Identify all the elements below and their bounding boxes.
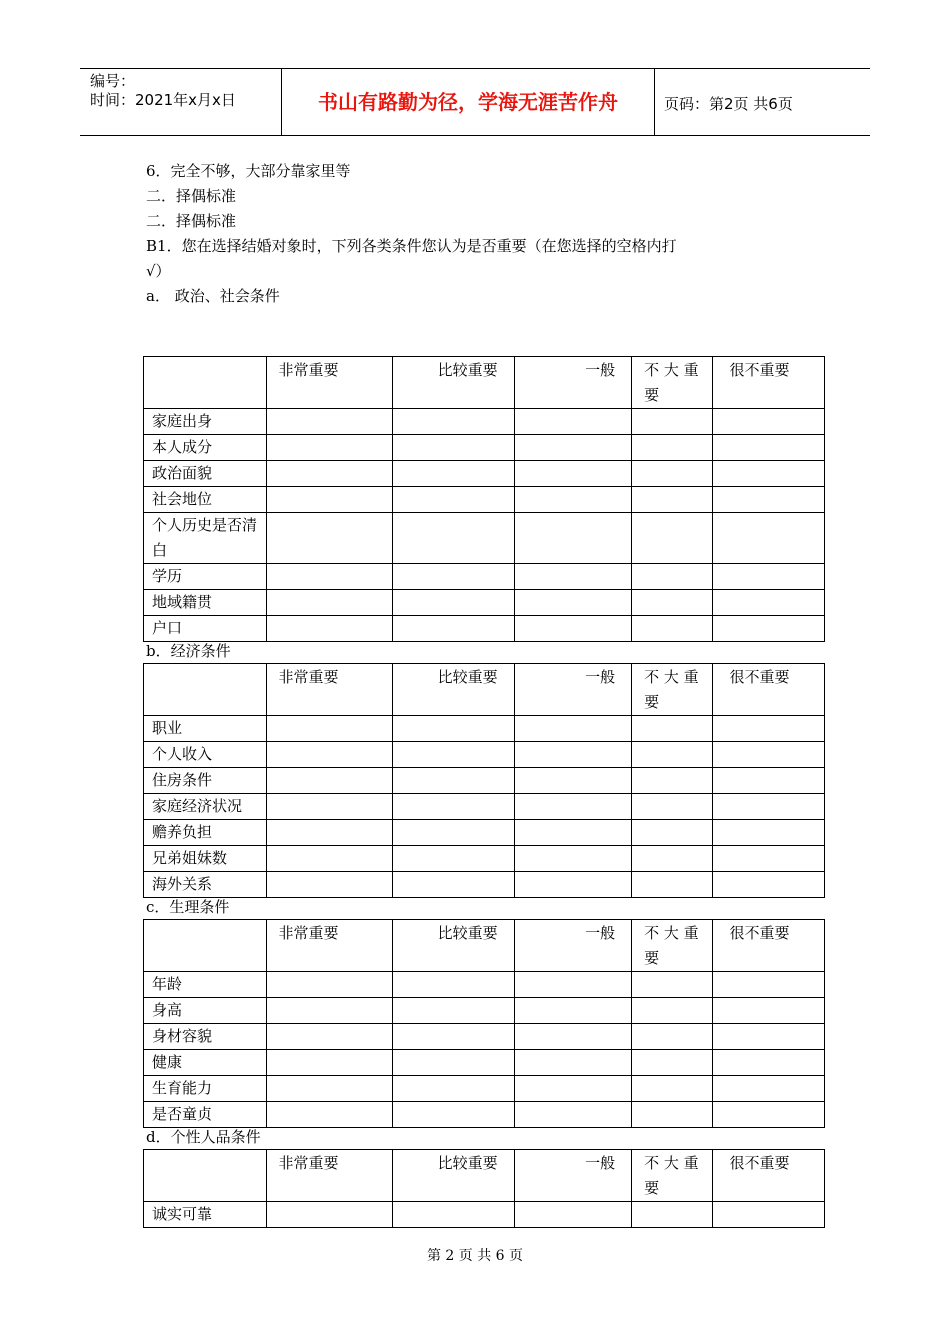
rating-cell[interactable] [632,1202,713,1228]
rating-cell[interactable] [632,513,713,564]
subsection-a-title: a． 政治、社会条件 [146,287,280,305]
rating-cell[interactable] [393,564,515,590]
rating-cell[interactable] [266,1202,393,1228]
rating-cell[interactable] [632,487,713,513]
row-label: 职业 [144,716,267,742]
rating-cell[interactable] [713,616,825,642]
rating-cell[interactable] [632,972,713,998]
rating-cell[interactable] [266,1102,393,1128]
rating-cell[interactable] [713,435,825,461]
document-date-label: 时间：2021年x月x日 [90,91,236,109]
rating-cell[interactable] [632,742,713,768]
column-header: 不 大 重 要 [632,1150,713,1202]
subsection-d-title: d．个性人品条件 [146,1128,261,1146]
rating-cell[interactable] [266,1050,393,1076]
rating-cell[interactable] [713,998,825,1024]
rating-cell[interactable] [514,590,632,616]
table-row [144,616,825,642]
table-row [144,1202,825,1228]
table-row [144,794,825,820]
rating-cell[interactable] [713,846,825,872]
document-number-label: 编号： [90,72,136,90]
rating-cell[interactable] [266,846,393,872]
rating-cell[interactable] [514,972,632,998]
rating-cell[interactable] [514,872,632,898]
rating-cell[interactable] [632,435,713,461]
question-b1-text-cont: √） [146,262,171,280]
row-label: 地域籍贯 [144,590,267,616]
rating-cell[interactable] [632,794,713,820]
rating-cell[interactable] [632,768,713,794]
rating-cell[interactable] [632,1102,713,1128]
rating-cell[interactable] [713,1102,825,1128]
section-heading-repeat: 二．择偶标准 [146,212,237,230]
table-row [144,564,825,590]
column-header: 不 大 重 要 [632,920,713,972]
table-row [144,487,825,513]
row-label: 户口 [144,616,267,642]
rating-cell[interactable] [632,590,713,616]
rating-cell[interactable] [632,998,713,1024]
header-page-label: 页码：第2页 共6页 [664,95,793,113]
table-header-row [144,920,825,972]
rating-cell[interactable] [393,998,515,1024]
rating-cell[interactable] [393,616,515,642]
rating-cell[interactable] [713,513,825,564]
table-political-social [143,356,825,642]
table-row [144,872,825,898]
rating-cell[interactable] [266,972,393,998]
rating-cell[interactable] [514,564,632,590]
rating-cell[interactable] [266,768,393,794]
rating-cell[interactable] [632,616,713,642]
table-row [144,513,825,564]
page-footer: 第 2 页 共 6 页 [426,1248,524,1264]
rating-cell[interactable] [266,564,393,590]
column-header: 非常重要 [266,1150,393,1202]
rating-cell[interactable] [266,487,393,513]
header-corner-cell [144,357,267,409]
table-row [144,998,825,1024]
table-row [144,409,825,435]
column-header: 一般 [514,1150,632,1202]
header-corner-cell [144,920,267,972]
row-label: 诚实可靠 [144,1202,267,1228]
rating-cell[interactable] [514,461,632,487]
row-label: 年龄 [144,972,267,998]
row-label: 赡养负担 [144,820,267,846]
rating-cell[interactable] [632,1076,713,1102]
rating-cell[interactable] [266,794,393,820]
row-label: 海外关系 [144,872,267,898]
rating-cell[interactable] [393,1202,515,1228]
rating-cell[interactable] [632,716,713,742]
rating-cell[interactable] [514,716,632,742]
column-header: 非常重要 [266,920,393,972]
table-row [144,972,825,998]
header-corner-cell [144,1150,267,1202]
table-header-row [144,1150,825,1202]
rating-cell[interactable] [266,616,393,642]
table-header-row [144,357,825,409]
table-physiological [143,919,825,1128]
table-row [144,590,825,616]
column-header: 一般 [514,357,632,409]
rating-cell[interactable] [266,820,393,846]
row-label: 是否童贞 [144,1102,267,1128]
header-bottom-rule [80,135,870,136]
rating-cell[interactable] [514,998,632,1024]
table-row [144,820,825,846]
row-label: 社会地位 [144,487,267,513]
header-corner-cell [144,664,267,716]
column-header: 一般 [514,664,632,716]
row-label: 个人收入 [144,742,267,768]
rating-cell[interactable] [266,998,393,1024]
column-header: 非常重要 [266,664,393,716]
header-top-rule [80,68,870,69]
rating-cell[interactable] [514,1102,632,1128]
rating-cell[interactable] [514,487,632,513]
table-row [144,1076,825,1102]
row-label: 学历 [144,564,267,590]
rating-cell[interactable] [713,872,825,898]
row-label: 住房条件 [144,768,267,794]
column-header: 比较重要 [393,1150,515,1202]
rating-cell[interactable] [713,409,825,435]
rating-cell[interactable] [514,513,632,564]
column-header: 非常重要 [266,357,393,409]
rating-cell[interactable] [266,435,393,461]
row-label: 健康 [144,1050,267,1076]
subsection-b-title: b．经济条件 [146,642,231,660]
rating-cell[interactable] [713,1024,825,1050]
table-header-row [144,664,825,716]
rating-cell[interactable] [266,872,393,898]
rating-cell[interactable] [632,409,713,435]
rating-cell[interactable] [266,409,393,435]
rating-cell[interactable] [713,794,825,820]
rating-cell[interactable] [393,846,515,872]
rating-cell[interactable] [266,461,393,487]
subsection-c-title: c．生理条件 [146,898,230,916]
question-b1-text: B1．您在选择结婚对象时，下列各类条件您认为是否重要（在您选择的空格内打 [146,237,677,255]
rating-cell[interactable] [514,435,632,461]
table-personality [143,1149,825,1228]
rating-cell[interactable] [266,1076,393,1102]
row-label: 身高 [144,998,267,1024]
rating-cell[interactable] [632,820,713,846]
table-economic [143,663,825,898]
rating-cell[interactable] [514,846,632,872]
paragraph-option-6: 6．完全不够，大部分靠家里等 [146,162,351,180]
column-header: 不 大 重 要 [632,664,713,716]
rating-cell[interactable] [393,513,515,564]
row-label: 生育能力 [144,1076,267,1102]
rating-cell[interactable] [713,1076,825,1102]
table-row [144,716,825,742]
rating-cell[interactable] [514,768,632,794]
rating-cell[interactable] [266,1024,393,1050]
rating-cell[interactable] [713,820,825,846]
rating-cell[interactable] [632,564,713,590]
rating-cell[interactable] [393,1024,515,1050]
row-label: 个人历史是否清白 [144,513,267,564]
row-label: 政治面貌 [144,461,267,487]
header-slogan: 书山有路勤为径，学海无涯苦作舟 [318,90,618,114]
rating-cell[interactable] [514,820,632,846]
table-row [144,846,825,872]
rating-cell[interactable] [266,590,393,616]
rating-cell[interactable] [393,1050,515,1076]
rating-cell[interactable] [713,742,825,768]
rating-cell[interactable] [266,742,393,768]
table-row [144,1050,825,1076]
row-label: 本人成分 [144,435,267,461]
rating-cell[interactable] [393,716,515,742]
rating-cell[interactable] [514,616,632,642]
rating-cell[interactable] [713,590,825,616]
rating-cell[interactable] [393,487,515,513]
rating-cell[interactable] [713,564,825,590]
rating-cell[interactable] [514,409,632,435]
rating-cell[interactable] [393,872,515,898]
rating-cell[interactable] [713,1050,825,1076]
rating-cell[interactable] [632,461,713,487]
rating-cell[interactable] [632,1050,713,1076]
rating-cell[interactable] [393,794,515,820]
column-header: 比较重要 [393,357,515,409]
column-header: 比较重要 [393,664,515,716]
table-row [144,768,825,794]
rating-cell[interactable] [514,794,632,820]
column-header: 很不重要 [713,664,825,716]
rating-cell[interactable] [713,716,825,742]
rating-cell[interactable] [632,846,713,872]
rating-cell[interactable] [514,1024,632,1050]
row-label: 家庭出身 [144,409,267,435]
row-label: 家庭经济状况 [144,794,267,820]
column-header: 很不重要 [713,920,825,972]
rating-cell[interactable] [393,1102,515,1128]
rating-cell[interactable] [393,820,515,846]
rating-cell[interactable] [266,513,393,564]
rating-cell[interactable] [393,461,515,487]
rating-cell[interactable] [514,1076,632,1102]
rating-cell[interactable] [713,487,825,513]
table-row [144,1024,825,1050]
row-label: 身材容貌 [144,1024,267,1050]
column-header: 一般 [514,920,632,972]
rating-cell[interactable] [713,461,825,487]
column-header: 不 大 重 要 [632,357,713,409]
column-header: 很不重要 [713,1150,825,1202]
rating-cell[interactable] [266,716,393,742]
rating-cell[interactable] [393,590,515,616]
table-row [144,435,825,461]
rating-cell[interactable] [393,1076,515,1102]
rating-cell[interactable] [514,742,632,768]
rating-cell[interactable] [514,1202,632,1228]
rating-cell[interactable] [393,435,515,461]
table-row [144,461,825,487]
table-row [144,1102,825,1128]
rating-cell[interactable] [393,409,515,435]
table-row [144,742,825,768]
header-divider-right [654,68,655,136]
rating-cell[interactable] [632,872,713,898]
column-header: 很不重要 [713,357,825,409]
rating-cell[interactable] [632,1024,713,1050]
rating-cell[interactable] [393,768,515,794]
row-label: 兄弟姐妹数 [144,846,267,872]
rating-cell[interactable] [514,1050,632,1076]
column-header: 比较重要 [393,920,515,972]
rating-cell[interactable] [393,972,515,998]
rating-cell[interactable] [713,972,825,998]
rating-cell[interactable] [393,742,515,768]
rating-cell[interactable] [713,1202,825,1228]
rating-cell[interactable] [713,768,825,794]
section-heading: 二．择偶标准 [146,187,237,205]
